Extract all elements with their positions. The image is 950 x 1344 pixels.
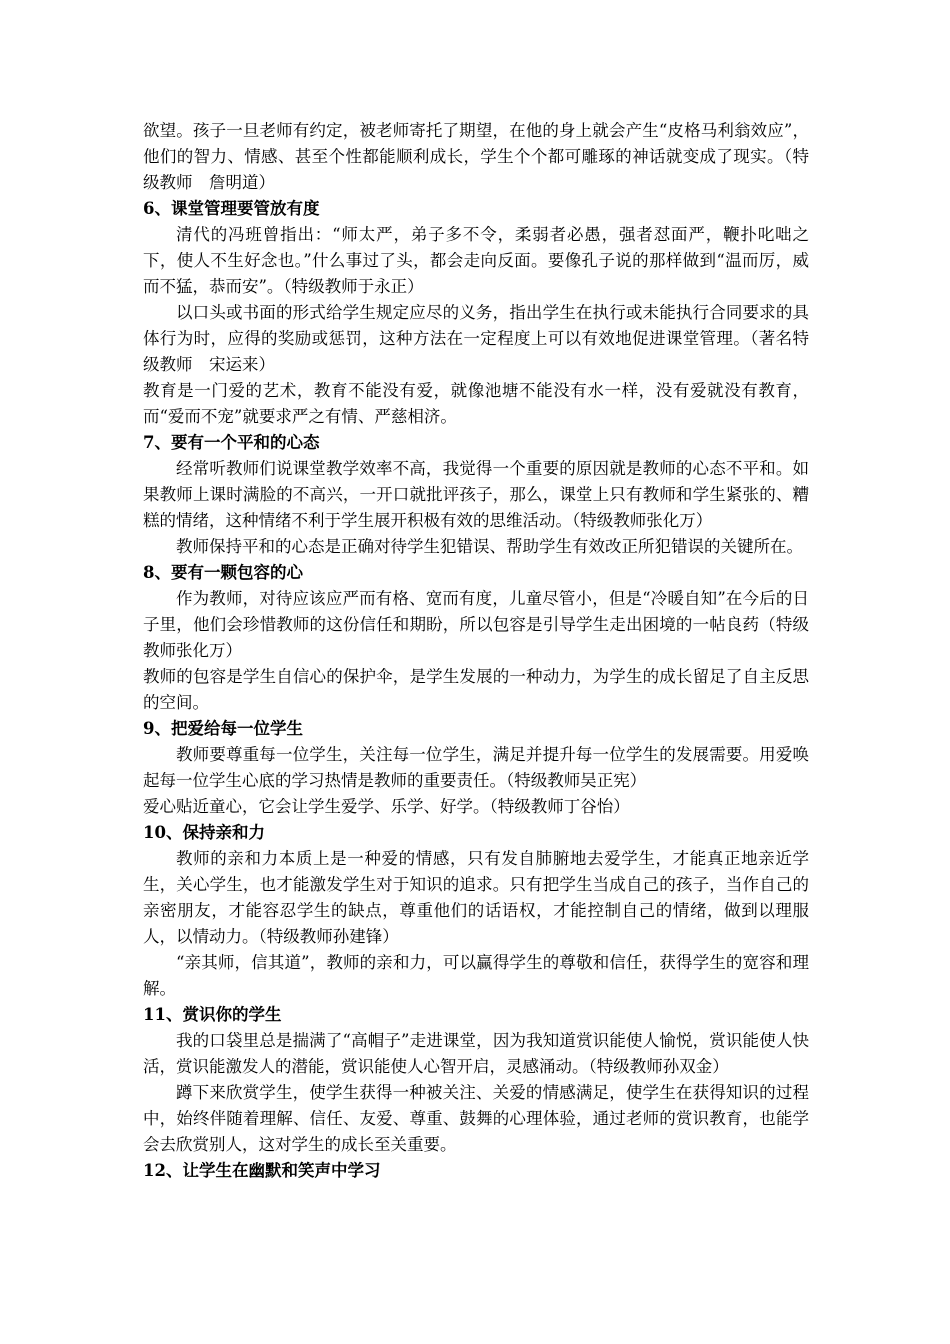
paragraph: 清代的冯班曾指出：“师太严，弟子多不令，柔弱者必愚，强者怼面严，鞭扑叱咄之下，使人不生好念也。”什么事过了头，都会走向反面。要像孔子说的那样做到“温而厉，威而不猛，恭而安”。（特级教师于永正） (143, 225, 809, 296)
paragraph: 教师的亲和力本质上是一种爱的情感，只有发自肺腑地去爱学生，才能真正地亲近学生，关心学生，也才能激发学生对于知识的追求。只有把学生当成自己的孩子，当作自己的亲密朋友，才能容忍学生的缺点，尊重他们的话语权，才能控制自己的情绪，做到以理服人，以情动力。（特级教师孙建锋） (143, 849, 809, 946)
section-heading: 12、让学生在幽默和笑声中学习 (143, 1161, 381, 1180)
paragraph: “亲其师，信其道”，教师的亲和力，可以赢得学生的尊敬和信任，获得学生的宽容和理解。 (143, 953, 809, 998)
section-heading: 7、要有一个平和的心态 (143, 433, 320, 452)
paragraph: 教师的包容是学生自信心的保护伞，是学生发展的一种动力，为学生的成长留足了自主反思的空间。 (143, 667, 809, 712)
paragraph: 作为教师，对待应该应严而有格、宽而有度，儿童尽管小，但是“冷暖自知”在今后的日子里，他们会珍惜教师的这份信任和期盼，所以包容是引导学生走出困境的一帖良药（特级教师张化万） (143, 589, 809, 660)
paragraph: 以口头或书面的形式给学生规定应尽的义务，指出学生在执行或未能执行合同要求的具体行为时，应得的奖励或惩罚，这种方法在一定程度上可以有效地促进课堂管理。（著名特级教师 宋运来） (143, 303, 809, 374)
section-heading: 6、课堂管理要管放有度 (143, 199, 320, 218)
paragraph: 教育是一门爱的艺术，教育不能没有爱，就像池塘不能没有水一样，没有爱就没有教育，而“爱而不宠”就要求严之有情、严慈相济。 (143, 381, 809, 426)
paragraph: 蹲下来欣赏学生，使学生获得一种被关注、关爱的情感满足，使学生在获得知识的过程中，始终伴随着理解、信任、友爱、尊重、鼓舞的心理体验，通过老师的赏识教育，也能学会去欣赏别人，这对学生的成长至关重要。 (143, 1083, 809, 1154)
section-heading: 8、要有一颗包容的心 (143, 563, 303, 582)
section-heading: 9、把爱给每一位学生 (143, 719, 303, 738)
paragraph: 教师要尊重每一位学生，关注每一位学生，满足并提升每一位学生的发展需要。用爱唤起每一位学生心底的学习热情是教师的重要责任。（特级教师吴正宪） (143, 745, 809, 790)
paragraph: 爱心贴近童心，它会让学生爱学、乐学、好学。（特级教师丁谷怡） (143, 797, 630, 816)
paragraph: 教师保持平和的心态是正确对待学生犯错误、帮助学生有效改正所犯错误的关键所在。 (176, 537, 803, 556)
paragraph: 欲望。孩子一旦老师有约定，被老师寄托了期望，在他的身上就会产生“皮格马利翁效应”，他们的智力、情感、甚至个性都能顺利成长，学生个个都可雕琢的神话就变成了现实。（特级教师 詹明道） (143, 121, 809, 192)
section-heading: 10、保持亲和力 (143, 823, 265, 842)
document-page (143, 118, 809, 1184)
section-heading: 11、赏识你的学生 (143, 1005, 282, 1024)
paragraph: 经常听教师们说课堂教学效率不高，我觉得一个重要的原因就是教师的心态不平和。如果教师上课时满脸的不高兴，一开口就批评孩子，那么，课堂上只有教师和学生紧张的、糟糕的情绪，这种情绪不利于学生展开积极有效的思维活动。（特级教师张化万） (143, 459, 809, 530)
paragraph: 我的口袋里总是揣满了“高帽子”走进课堂，因为我知道赏识能使人愉悦，赏识能使人快活，赏识能激发人的潜能，赏识能使人心智开启，灵感涌动。（特级教师孙双金） (143, 1031, 809, 1076)
